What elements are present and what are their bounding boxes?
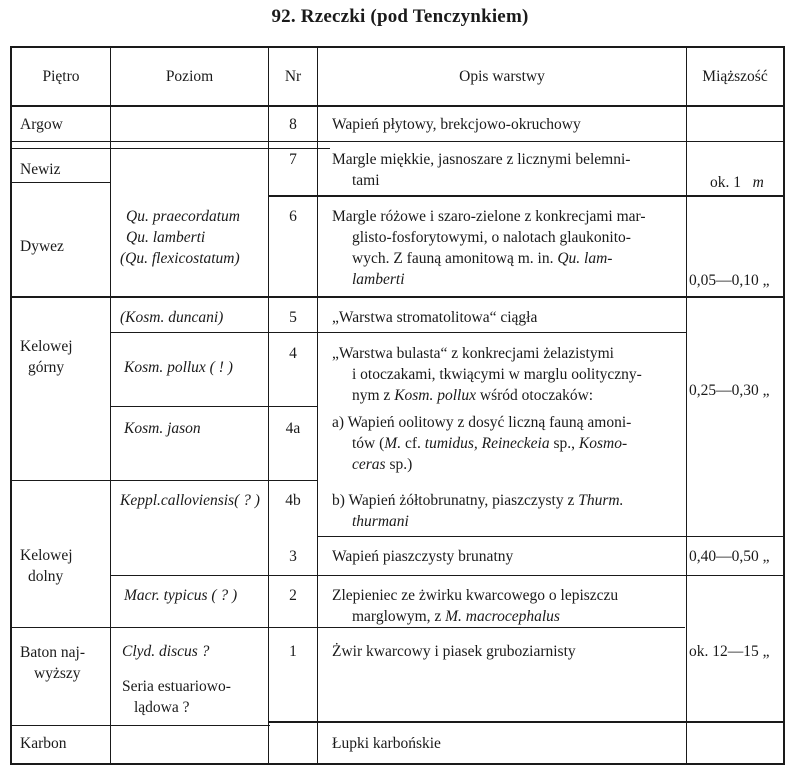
cell-nr: 4a xyxy=(285,420,301,437)
rule xyxy=(10,763,785,765)
rule xyxy=(110,575,268,576)
taxon: Kosmo- xyxy=(578,435,628,452)
cell-pietro: Karbon xyxy=(20,735,67,752)
text: wych. Z fauną amonitową m. in. xyxy=(352,250,558,267)
cell-poziom: Qu. praecordatum xyxy=(126,208,240,225)
text: cf. xyxy=(401,435,425,452)
rule xyxy=(10,480,317,481)
text: sp.) xyxy=(385,456,413,473)
taxon: tumidus, Reineckeia xyxy=(424,435,550,452)
cell-pietro: wyższy xyxy=(34,665,81,682)
cell-pietro: Newiz xyxy=(20,161,61,178)
cell-pietro: Baton naj- xyxy=(20,644,85,661)
rule xyxy=(10,46,12,765)
header-pietro: Piętro xyxy=(42,68,80,85)
taxon: M. macrocephalus xyxy=(445,608,560,625)
cell-opis: Wapień piaszczysty brunatny xyxy=(332,548,514,565)
text: b) Wapień żółtobrunatny, piaszczysty z xyxy=(332,492,579,509)
cell-nr: 4 xyxy=(289,345,297,362)
cell-opis xyxy=(352,248,612,269)
cell-poziom: (Qu. flexicostatum) xyxy=(120,250,240,267)
cell-nr: 7 xyxy=(289,151,297,168)
cell-nr: 1 xyxy=(289,643,297,660)
cell-nr: 2 xyxy=(289,587,297,604)
cell-miazszosc: 0,25—0,30 „ xyxy=(689,382,770,399)
cell-opis xyxy=(352,433,627,454)
rule xyxy=(110,46,111,765)
cell-opis: Zlepieniec ze żwirku kwarcowego o lepiszczu xyxy=(332,587,619,604)
rule xyxy=(10,296,785,298)
cell-opis: a) Wapień oolitowy z dosyć liczną fauną amoni- xyxy=(332,414,632,431)
taxon: ceras xyxy=(352,456,386,473)
rule xyxy=(268,195,785,197)
taxon: M. xyxy=(384,435,402,452)
cell-poziom: Kosm. jason xyxy=(124,420,201,437)
cell-opis: „Warstwa stromatolitowa“ ciągła xyxy=(332,309,538,326)
rule xyxy=(10,627,685,628)
cell-poziom: Clyd. discus ? xyxy=(122,643,210,660)
rule xyxy=(110,406,317,407)
rule xyxy=(10,141,785,142)
cell-opis xyxy=(352,385,593,406)
cell-poziom: lądowa ? xyxy=(134,699,190,716)
text: nym z xyxy=(352,387,395,404)
rule xyxy=(10,46,785,48)
cell-opis: thurmani xyxy=(352,513,409,530)
cell-opis: tami xyxy=(352,172,380,189)
cell-poziom: Macr. typicus ( ? ) xyxy=(124,587,238,604)
cell-opis xyxy=(352,454,412,475)
cell-poziom: Seria estuariowo- xyxy=(122,678,231,695)
text: sp., xyxy=(549,435,579,452)
header-miazszosc: Miąższość xyxy=(702,68,768,85)
cell-pietro: Kelowej xyxy=(20,547,73,564)
page-title: 92. Rzeczki (pod Tenczynkiem) xyxy=(271,6,529,27)
rule xyxy=(317,536,785,537)
cell-pietro: dolny xyxy=(28,568,64,585)
rule xyxy=(110,332,687,333)
cell-pietro: górny xyxy=(28,359,65,376)
cell-pietro: Kelowej xyxy=(20,338,73,355)
taxon: Thurm. xyxy=(578,492,624,509)
taxon: Kosm. pollux xyxy=(394,387,476,404)
rule xyxy=(10,725,270,726)
text: marglowym, z xyxy=(352,608,446,625)
cell-opis xyxy=(332,490,623,511)
rule xyxy=(10,105,785,107)
cell-miazszosc: ok. 12—15 „ xyxy=(689,643,770,660)
rule xyxy=(317,46,318,765)
cell-opis: Łupki karbońskie xyxy=(332,735,441,752)
cell-opis: Margle różowe i szaro-zielone z konkrecjami mar- xyxy=(332,208,646,225)
cell-poziom: (Kosm. duncani) xyxy=(120,309,224,326)
cell-nr: 5 xyxy=(289,309,297,326)
unit: m xyxy=(752,174,764,191)
cell-opis: lamberti xyxy=(352,271,405,288)
text: wśród otoczaków: xyxy=(476,387,594,404)
cell-poziom: Kosm. pollux ( ! ) xyxy=(124,359,233,376)
cell-poziom: Qu. lamberti xyxy=(126,229,206,246)
taxon: Qu. lam- xyxy=(557,250,613,267)
header-nr: Nr xyxy=(284,68,302,85)
header-poziom: Poziom xyxy=(165,68,214,85)
cell-nr: 3 xyxy=(289,548,297,565)
cell-nr: 4b xyxy=(285,492,301,509)
text: tów ( xyxy=(352,435,385,452)
cell-pietro: Dywez xyxy=(20,238,64,255)
rule xyxy=(268,575,785,576)
header-opis: Opis warstwy xyxy=(459,68,545,85)
cell-opis: glisto-fosforytowymi, o nalotach glaukonito- xyxy=(352,229,631,246)
cell-miazszosc: 0,05—0,10 „ xyxy=(689,272,770,289)
rule xyxy=(783,46,785,765)
cell-opis: Margle miękkie, jasnoszare z licznymi belemni- xyxy=(332,151,631,168)
cell-nr: 6 xyxy=(289,208,297,225)
cell-pietro: Argow xyxy=(20,116,63,133)
value: ok. 1 xyxy=(710,174,741,191)
rule xyxy=(686,46,687,765)
cell-poziom: Keppl.calloviensis( ? ) xyxy=(120,492,260,509)
cell-miazszosc xyxy=(710,172,764,193)
cell-opis: Wapień płytowy, brekcjowo-okruchowy xyxy=(332,116,581,133)
cell-opis: i otoczakami, tkwiącymi w marglu oolityczny- xyxy=(352,366,642,383)
cell-opis: Żwir kwarcowy i piasek gruboziarnisty xyxy=(332,643,576,660)
cell-miazszosc: 0,40—0,50 „ xyxy=(689,548,770,565)
cell-nr: 8 xyxy=(289,116,297,133)
cell-opis: „Warstwa bulasta“ z konkrecjami żelazistymi xyxy=(332,345,614,362)
rule xyxy=(10,182,110,183)
rule xyxy=(268,721,785,723)
cell-opis xyxy=(352,606,560,627)
